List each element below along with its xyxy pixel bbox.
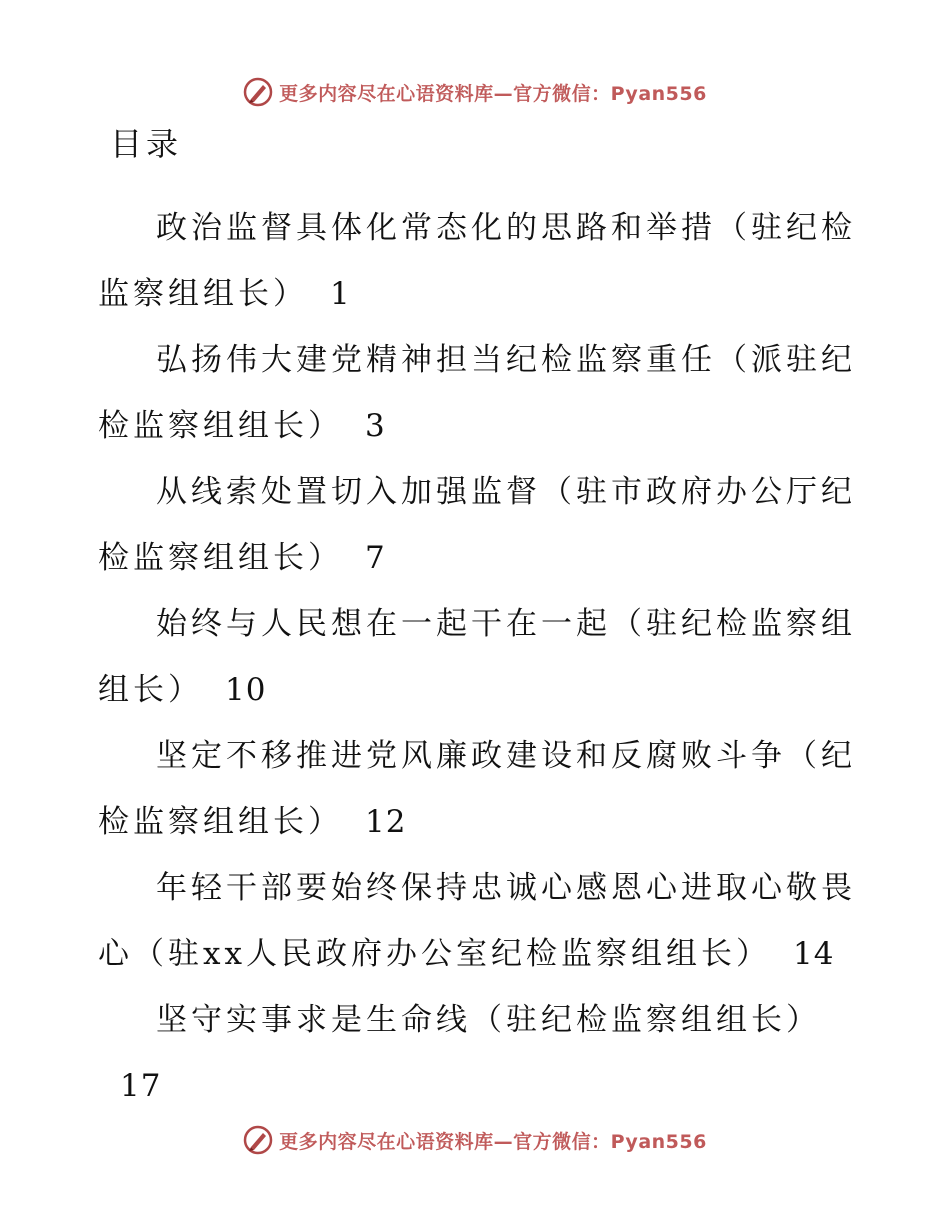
toc-entry[interactable]: [98, 723, 858, 855]
toc-entry[interactable]: [98, 327, 858, 459]
toc-entry-page: 1: [330, 276, 351, 312]
toc-title: 目录: [110, 125, 183, 163]
toc-list: [98, 195, 858, 1119]
toc-entry-page: 12: [365, 804, 407, 840]
toc-entry[interactable]: [98, 591, 858, 723]
toc-entry-page: 14: [792, 936, 835, 972]
header-watermark: [0, 72, 950, 112]
watermark-text: 更多内容尽在心语资料库—官方微信：Pyan556: [279, 1130, 707, 1153]
toc-entry-title: 政治监督具体化常态化的思路和举措（驻纪检监察组组长）: [98, 210, 856, 312]
pen-logo-icon: [243, 77, 273, 107]
toc-entry-title: 坚守实事求是生命线（驻纪检监察组组长）: [156, 1002, 821, 1038]
toc-entry-page: 7: [365, 540, 386, 576]
toc-entry-title: 始终与人民想在一起干在一起（驻纪检监察组组长）: [98, 606, 856, 708]
toc-entry-title: 年轻干部要始终保持忠诚心感恩心进取心敬畏心（驻xx人民政府办公室纪检监察组组长）: [98, 870, 856, 972]
toc-entry[interactable]: [98, 855, 858, 987]
toc-entry-page: 17: [120, 1068, 162, 1104]
toc-entry-page: 10: [225, 672, 267, 708]
watermark-text: 更多内容尽在心语资料库—官方微信：Pyan556: [279, 82, 707, 105]
toc-entry[interactable]: [98, 459, 858, 591]
toc-entry[interactable]: [98, 987, 858, 1119]
toc-entry-page: 3: [365, 408, 386, 444]
toc-entry-title: 从线索处置切入加强监督（驻市政府办公厅纪检监察组组长）: [98, 474, 856, 576]
toc-entry-title: 坚定不移推进党风廉政建设和反腐败斗争（纪检监察组组长）: [98, 738, 856, 840]
toc-entry-title: 弘扬伟大建党精神担当纪检监察重任（派驻纪检监察组组长）: [98, 342, 856, 444]
pen-logo-icon: [243, 1125, 273, 1155]
toc-entry[interactable]: [98, 195, 858, 327]
footer-watermark: [0, 1120, 950, 1160]
